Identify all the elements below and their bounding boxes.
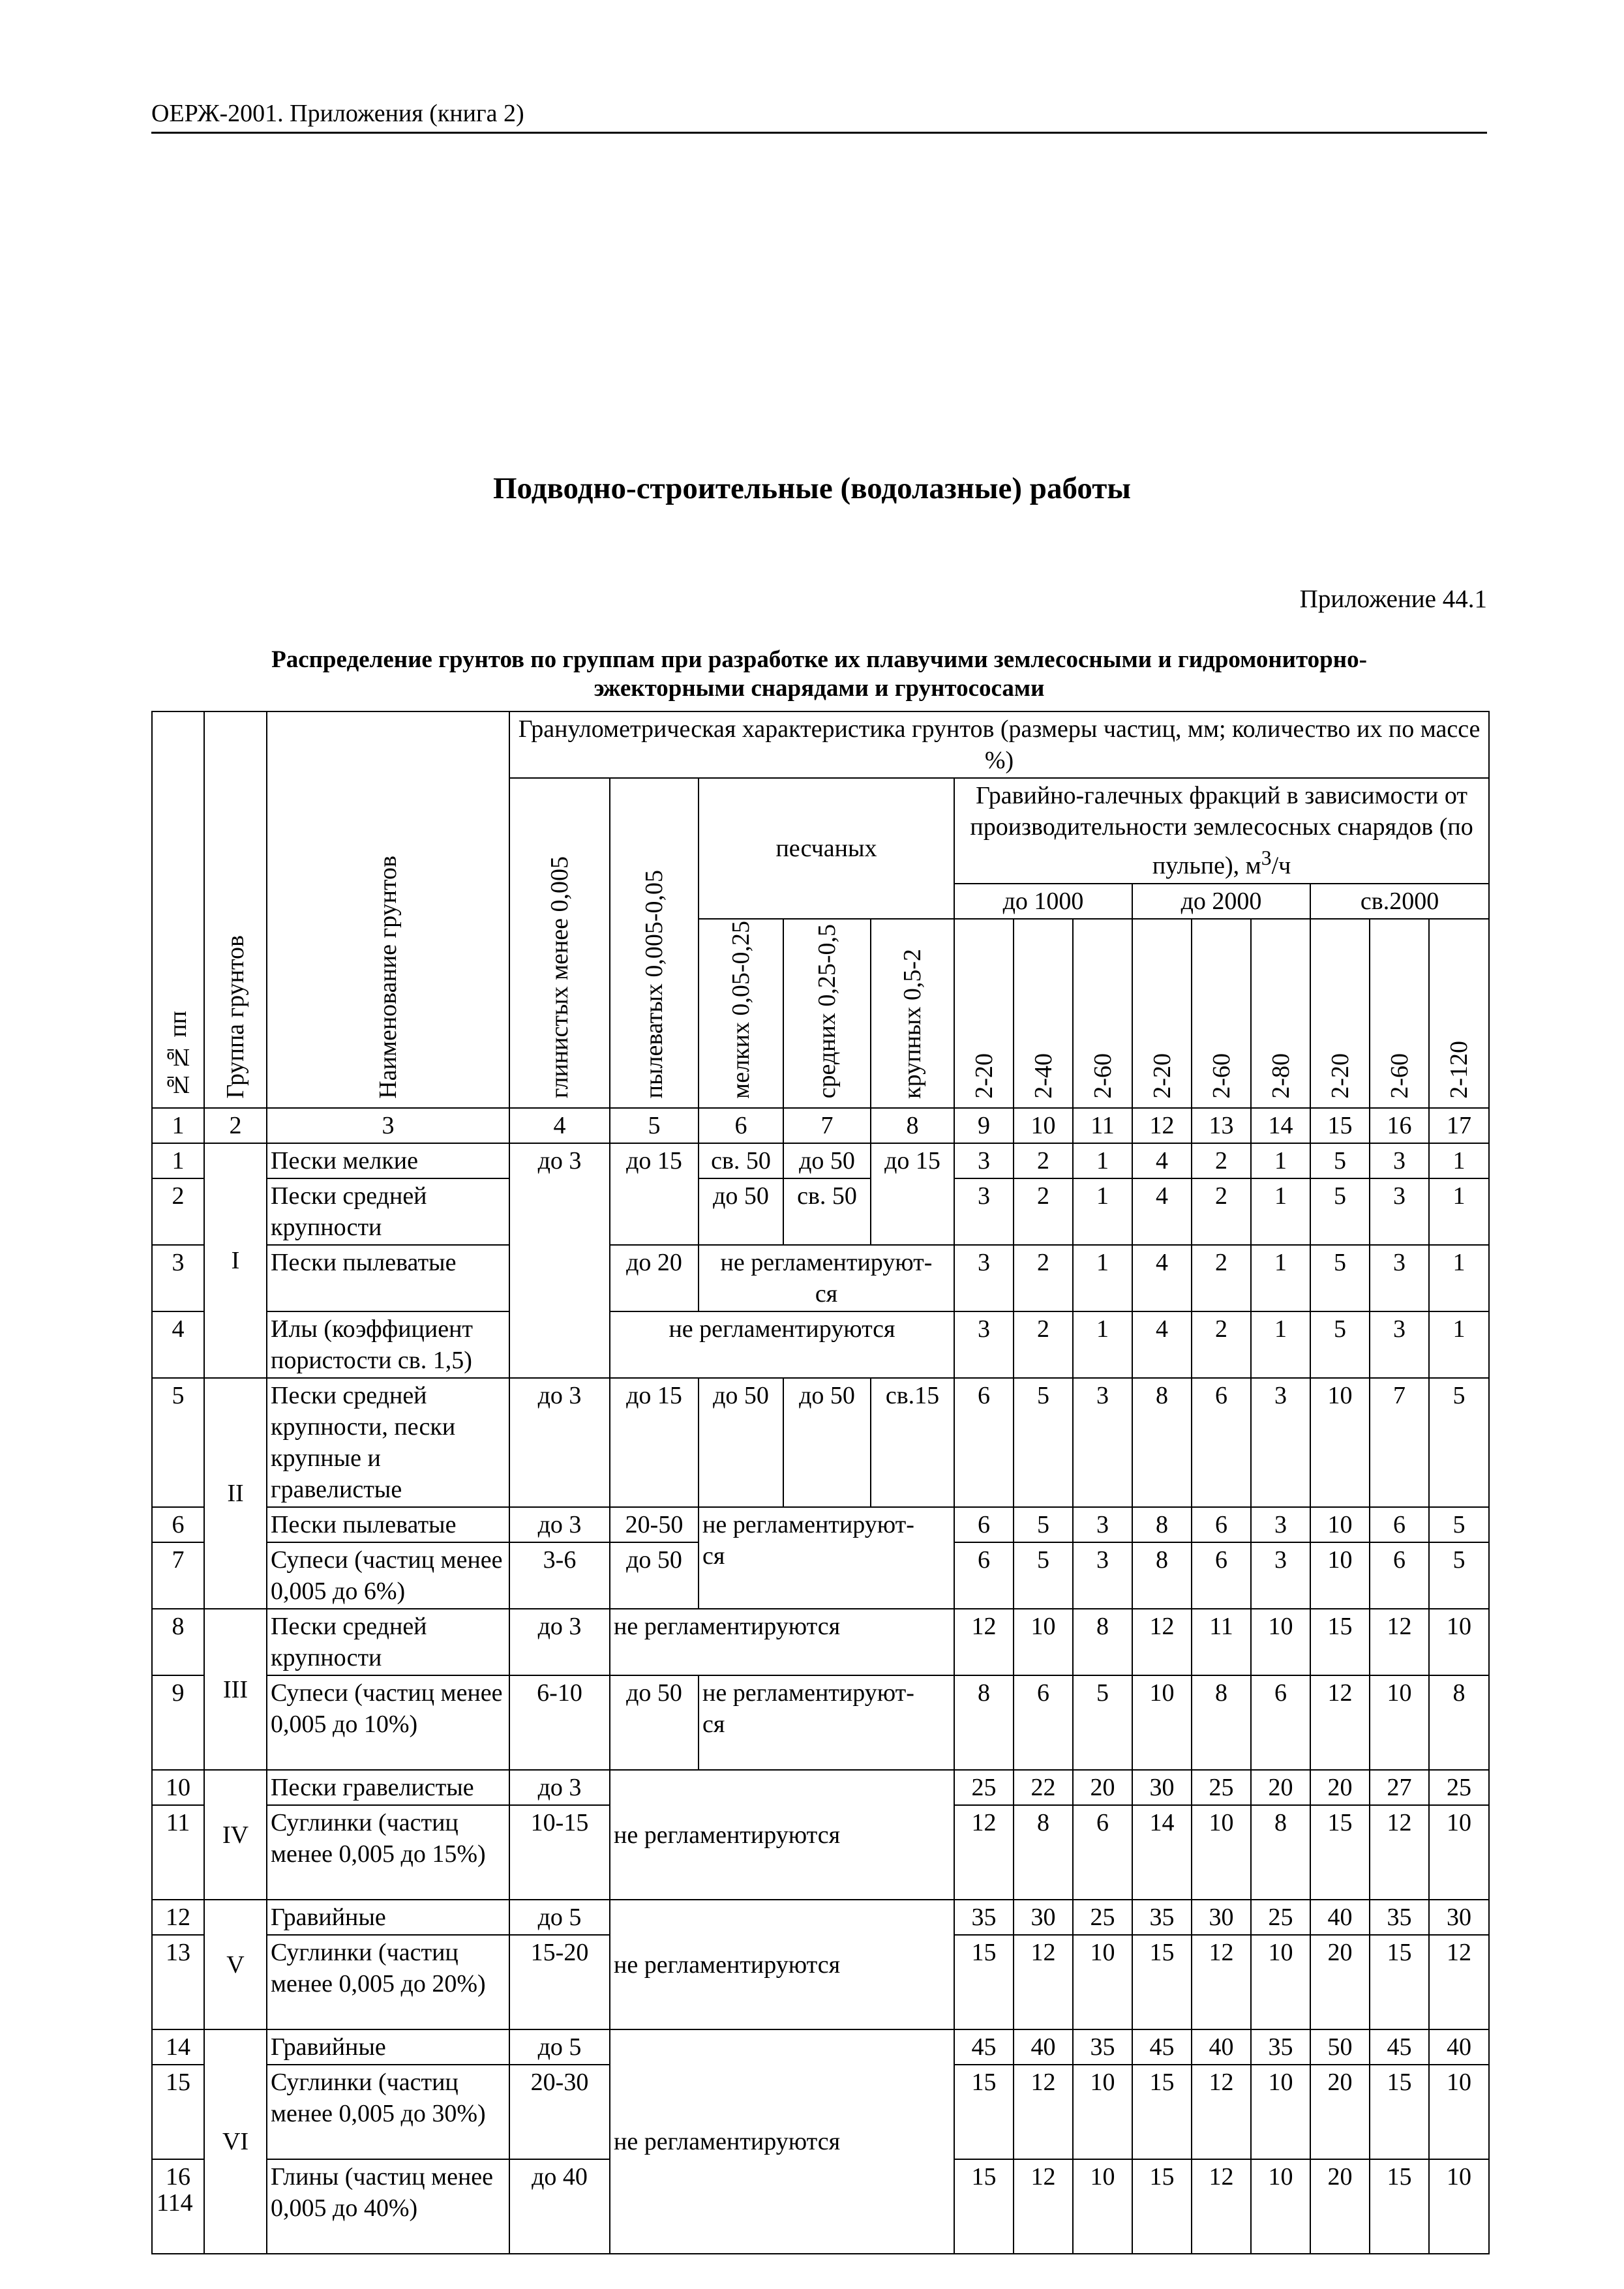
- value-cell: 10: [1310, 1542, 1370, 1609]
- caption-line-2: эжекторными снарядами и грунтососами: [594, 675, 1045, 702]
- value-cell: 5: [1014, 1378, 1073, 1507]
- table-row: [152, 2029, 1489, 2065]
- value-cell: 5: [1014, 1542, 1073, 1609]
- soil-name: Пески средней крупности, пески крупные и гравелистые: [267, 1378, 509, 1507]
- row-number: 3: [152, 1245, 204, 1311]
- value-cell: 1: [1251, 1178, 1310, 1245]
- value-cell: 3: [954, 1178, 1014, 1245]
- value-cell: 3: [1073, 1378, 1132, 1507]
- clay-content: до 5: [509, 1900, 610, 1935]
- dust-content: до 20: [610, 1245, 699, 1311]
- value-cell: 50: [1310, 2029, 1370, 2065]
- dust-content: до 50: [610, 1675, 699, 1770]
- soil-name: Суглинки (частиц менее 0,005 до 30%): [267, 2065, 509, 2159]
- clay-content: до 3: [509, 1143, 610, 1378]
- value-cell: 15: [1132, 2159, 1192, 2254]
- table-row: [152, 1311, 1489, 1378]
- column-number: 17: [1429, 1108, 1489, 1143]
- row-number: 15: [152, 2065, 204, 2159]
- value-cell: 2: [1192, 1311, 1251, 1378]
- value-cell: 20: [1310, 1770, 1370, 1805]
- soil-name: Пески средней крупности: [267, 1178, 509, 1245]
- column-number: 7: [783, 1108, 871, 1143]
- value-cell: 12: [1192, 1935, 1251, 2029]
- value-cell: 6: [954, 1542, 1014, 1609]
- value-cell: 12: [1132, 1609, 1192, 1675]
- value-cell: 1: [1073, 1143, 1132, 1178]
- value-cell: 15: [1132, 2065, 1192, 2159]
- header-granulometry: Гранулометрическая характеристика грунтов (размеры частиц, мм; количество их по массе %): [509, 711, 1489, 778]
- value-cell: 1: [1251, 1311, 1310, 1378]
- row-number: 10: [152, 1770, 204, 1805]
- table-row: [152, 1675, 1489, 1770]
- value-cell: 45: [1370, 2029, 1429, 2065]
- value-cell: 12: [1370, 1805, 1429, 1900]
- value-cell: 25: [1429, 1770, 1489, 1805]
- value-cell: 1: [1251, 1245, 1310, 1311]
- column-number: 6: [699, 1108, 783, 1143]
- table-row: [152, 1178, 1489, 1245]
- value-cell: 3: [1370, 1178, 1429, 1245]
- value-cell: 3: [1370, 1143, 1429, 1178]
- value-cell: 10: [1310, 1507, 1370, 1542]
- dust-content: до 15: [610, 1378, 699, 1507]
- row-number: 4: [152, 1311, 204, 1378]
- header-clay: глинистых менее 0,005: [509, 778, 610, 1108]
- soil-name: Суглинки (частиц менее 0,005 до 15%): [267, 1805, 509, 1900]
- value-cell: 10: [1251, 1609, 1310, 1675]
- value-cell: 8: [1132, 1378, 1192, 1507]
- value-cell: 12: [1014, 1935, 1073, 2029]
- header-sand: песчаных: [699, 778, 954, 919]
- value-cell: 12: [954, 1805, 1014, 1900]
- column-number: 4: [509, 1108, 610, 1143]
- value-cell: 10: [1192, 1805, 1251, 1900]
- value-cell: 6: [1192, 1507, 1251, 1542]
- value-cell: 30: [1429, 1900, 1489, 1935]
- clay-content: 20-30: [509, 2065, 610, 2159]
- value-cell: 2: [1192, 1245, 1251, 1311]
- header-dust: пылеватых 0,005-0,05: [610, 778, 699, 1108]
- clay-content: до 3: [509, 1378, 610, 1507]
- soil-name: Глины (частиц менее 0,005 до 40%): [267, 2159, 509, 2254]
- header-row-1: [152, 711, 1489, 778]
- not-regulated: не регламентируются: [610, 2029, 954, 2254]
- value-cell: 3: [1251, 1378, 1310, 1507]
- soil-groups-table: [151, 711, 1490, 2254]
- value-cell: 12: [1192, 2065, 1251, 2159]
- header-range: 2-40: [1014, 919, 1073, 1109]
- value-cell: 10: [1073, 1935, 1132, 2029]
- value-cell: 10: [1429, 2159, 1489, 2254]
- not-regulated: не регламентируются: [610, 1900, 954, 2029]
- sand-not-regulated: не регламентируют- ся: [699, 1507, 954, 1609]
- value-cell: 6: [954, 1378, 1014, 1507]
- value-cell: 1: [1429, 1245, 1489, 1311]
- value-cell: 12: [1014, 2159, 1073, 2254]
- value-cell: 22: [1014, 1770, 1073, 1805]
- column-number: 1: [152, 1108, 204, 1143]
- header-gravel: Гравийно-галечных фракций в зависимости от производительности землесосных снарядов (по пульпе), $м^3/ч$: [954, 778, 1489, 884]
- value-cell: 10: [1073, 2159, 1132, 2254]
- row-number: 12: [152, 1900, 204, 1935]
- value-cell: 10: [1429, 2065, 1489, 2159]
- value-cell: 10: [1251, 2065, 1310, 2159]
- header-rule: [151, 132, 1487, 134]
- not-regulated: не регламентируются: [610, 1609, 954, 1675]
- value-cell: 1: [1429, 1178, 1489, 1245]
- table-row: [152, 1900, 1489, 1935]
- value-cell: 3: [954, 1311, 1014, 1378]
- value-cell: 8: [1132, 1542, 1192, 1609]
- value-cell: 3: [1251, 1507, 1310, 1542]
- sand-fine: св. 50: [699, 1143, 783, 1178]
- group-cell: V: [204, 1900, 267, 2029]
- header-productivity-2000: до 2000: [1132, 884, 1310, 919]
- clay-content: до 5: [509, 2029, 610, 2065]
- value-cell: 2: [1014, 1245, 1073, 1311]
- soil-name: Гравийные: [267, 2029, 509, 2065]
- value-cell: 35: [1132, 1900, 1192, 1935]
- value-cell: 10: [1370, 1675, 1429, 1770]
- header-sand-medium: средних 0,25-0,5: [783, 919, 871, 1109]
- value-cell: 2: [1192, 1178, 1251, 1245]
- value-cell: 12: [1014, 2065, 1073, 2159]
- header-range: 2-60: [1370, 919, 1429, 1109]
- value-cell: 1: [1073, 1311, 1132, 1378]
- value-cell: 3: [954, 1143, 1014, 1178]
- value-cell: 25: [954, 1770, 1014, 1805]
- row-number: 13: [152, 1935, 204, 2029]
- value-cell: 35: [1370, 1900, 1429, 1935]
- value-cell: 5: [1429, 1378, 1489, 1507]
- column-number: 2: [204, 1108, 267, 1143]
- soil-name: Гравийные: [267, 1900, 509, 1935]
- value-cell: 12: [954, 1609, 1014, 1675]
- value-cell: 10: [1310, 1378, 1370, 1507]
- soil-name: Пески пылеватые: [267, 1245, 509, 1311]
- value-cell: 20: [1310, 1935, 1370, 2029]
- soil-name: Пески мелкие: [267, 1143, 509, 1178]
- table-row: [152, 1770, 1489, 1805]
- row-number: 14: [152, 2029, 204, 2065]
- group-cell: II: [204, 1378, 267, 1609]
- sand-medium: св. 50: [783, 1178, 871, 1245]
- dust-content: до 50: [610, 1542, 699, 1609]
- header-range: 2-80: [1251, 919, 1310, 1109]
- row-number: 1: [152, 1143, 204, 1178]
- table-row: [152, 1507, 1489, 1542]
- value-cell: 6: [1014, 1675, 1073, 1770]
- value-cell: 15: [1370, 2159, 1429, 2254]
- value-cell: 1: [1073, 1245, 1132, 1311]
- value-cell: 40: [1429, 2029, 1489, 2065]
- table-row: [152, 1143, 1489, 1178]
- value-cell: 2: [1014, 1143, 1073, 1178]
- value-cell: 35: [954, 1900, 1014, 1935]
- soil-name: Супеси (частиц менее 0,005 до 10%): [267, 1675, 509, 1770]
- value-cell: 30: [1014, 1900, 1073, 1935]
- header-range: 2-60: [1073, 919, 1132, 1109]
- dust-content: 20-50: [610, 1507, 699, 1542]
- value-cell: 5: [1310, 1245, 1370, 1311]
- column-number: 13: [1192, 1108, 1251, 1143]
- value-cell: 5: [1073, 1675, 1132, 1770]
- value-cell: 1: [1429, 1311, 1489, 1378]
- value-cell: 40: [1014, 2029, 1073, 2065]
- value-cell: 10: [1014, 1609, 1073, 1675]
- table-row: [152, 1245, 1489, 1311]
- row-number: 5: [152, 1378, 204, 1507]
- value-cell: 30: [1132, 1770, 1192, 1805]
- value-cell: 4: [1132, 1311, 1192, 1378]
- header-range: 2-20: [954, 919, 1014, 1109]
- value-cell: 15: [1310, 1609, 1370, 1675]
- sand-medium: до 50: [783, 1378, 871, 1507]
- value-cell: 1: [1251, 1143, 1310, 1178]
- value-cell: 4: [1132, 1178, 1192, 1245]
- header-number: №№ пп: [152, 711, 204, 1108]
- row-number: 8: [152, 1609, 204, 1675]
- value-cell: 4: [1132, 1245, 1192, 1311]
- value-cell: 6: [1370, 1542, 1429, 1609]
- value-cell: 35: [1073, 2029, 1132, 2065]
- soil-name: Пески гравелистые: [267, 1770, 509, 1805]
- column-number-row: [152, 1108, 1489, 1143]
- sand-fine: до 50: [699, 1378, 783, 1507]
- header-productivity-over-2000: св.2000: [1310, 884, 1489, 919]
- soil-name: Пески пылеватые: [267, 1507, 509, 1542]
- header-range: 2-120: [1429, 919, 1489, 1109]
- value-cell: 15: [954, 2159, 1014, 2254]
- soil-name: Илы (коэффициент пористости св. 1,5): [267, 1311, 509, 1378]
- running-title: ОЕРЖ-2001. Приложения (книга 2): [151, 100, 524, 127]
- row-number: 6: [152, 1507, 204, 1542]
- value-cell: 1: [1073, 1178, 1132, 1245]
- header-soil-name: Наименование грунтов: [267, 711, 509, 1108]
- value-cell: 35: [1251, 2029, 1310, 2065]
- value-cell: 15: [954, 1935, 1014, 2029]
- row-number: 7: [152, 1542, 204, 1609]
- header-sand-fine: мелких 0,05-0,25: [699, 919, 783, 1109]
- value-cell: 14: [1132, 1805, 1192, 1900]
- value-cell: 30: [1192, 1900, 1251, 1935]
- value-cell: 15: [1132, 1935, 1192, 2029]
- value-cell: 25: [1251, 1900, 1310, 1935]
- value-cell: 12: [1370, 1609, 1429, 1675]
- value-cell: 8: [954, 1675, 1014, 1770]
- table-row: [152, 1609, 1489, 1675]
- value-cell: 25: [1192, 1770, 1251, 1805]
- value-cell: 12: [1192, 2159, 1251, 2254]
- table-row: [152, 1378, 1489, 1507]
- value-cell: 15: [954, 2065, 1014, 2159]
- value-cell: 6: [1370, 1507, 1429, 1542]
- value-cell: 3: [1370, 1311, 1429, 1378]
- value-cell: 20: [1251, 1770, 1310, 1805]
- value-cell: 8: [1073, 1609, 1132, 1675]
- clay-content: 6-10: [509, 1675, 610, 1770]
- column-number: 14: [1251, 1108, 1310, 1143]
- column-number: 15: [1310, 1108, 1370, 1143]
- value-cell: 8: [1014, 1805, 1073, 1900]
- value-cell: 12: [1429, 1935, 1489, 2029]
- clay-content: до 3: [509, 1507, 610, 1542]
- column-number: 12: [1132, 1108, 1192, 1143]
- column-number: 9: [954, 1108, 1014, 1143]
- value-cell: 40: [1310, 1900, 1370, 1935]
- value-cell: 45: [954, 2029, 1014, 2065]
- section-title: Подводно-строительные (водолазные) работы: [493, 471, 1131, 505]
- group-cell: I: [204, 1143, 267, 1378]
- header-sand-coarse: крупных 0,5-2: [871, 919, 954, 1109]
- column-number: 8: [871, 1108, 954, 1143]
- header-group: Группа грунтов: [204, 711, 267, 1108]
- value-cell: 6: [1192, 1378, 1251, 1507]
- soil-name: Пески средней крупности: [267, 1609, 509, 1675]
- row-number: 16: [152, 2159, 204, 2254]
- value-cell: 10: [1429, 1609, 1489, 1675]
- table-caption: [151, 646, 1487, 703]
- value-cell: 3: [1073, 1507, 1132, 1542]
- value-cell: 2: [1014, 1311, 1073, 1378]
- value-cell: 7: [1370, 1378, 1429, 1507]
- column-number: 16: [1370, 1108, 1429, 1143]
- value-cell: 8: [1192, 1675, 1251, 1770]
- value-cell: 5: [1310, 1143, 1370, 1178]
- row-number: 2: [152, 1178, 204, 1245]
- sand-coarse: св.15: [871, 1378, 954, 1507]
- page-number: 114: [157, 2189, 193, 2217]
- soil-name: Супеси (частиц менее 0,005 до 6%): [267, 1542, 509, 1609]
- value-cell: 3: [1251, 1542, 1310, 1609]
- value-cell: 6: [1073, 1805, 1132, 1900]
- value-cell: 10: [1429, 1805, 1489, 1900]
- value-cell: 27: [1370, 1770, 1429, 1805]
- clay-content: 10-15: [509, 1805, 610, 1900]
- dust-content: до 15: [610, 1143, 699, 1245]
- group-cell: III: [204, 1609, 267, 1770]
- sand-fine: до 50: [699, 1178, 783, 1245]
- value-cell: 10: [1251, 2159, 1310, 2254]
- value-cell: 3: [1073, 1542, 1132, 1609]
- value-cell: 6: [1251, 1675, 1310, 1770]
- value-cell: 20: [1310, 2065, 1370, 2159]
- value-cell: 25: [1073, 1900, 1132, 1935]
- value-cell: 15: [1310, 1805, 1370, 1900]
- value-cell: 5: [1310, 1178, 1370, 1245]
- value-cell: 45: [1132, 2029, 1192, 2065]
- value-cell: 10: [1073, 2065, 1132, 2159]
- column-number: 5: [610, 1108, 699, 1143]
- value-cell: 8: [1132, 1507, 1192, 1542]
- value-cell: 10: [1251, 1935, 1310, 2029]
- not-regulated: не регламентируются: [610, 1770, 954, 1900]
- clay-content: до 40: [509, 2159, 610, 2254]
- sand-not-regulated: не регламентируют- ся: [699, 1245, 954, 1311]
- value-cell: 12: [1310, 1675, 1370, 1770]
- value-cell: 6: [1192, 1542, 1251, 1609]
- value-cell: 2: [1014, 1178, 1073, 1245]
- column-number: 3: [267, 1108, 509, 1143]
- value-cell: 4: [1132, 1143, 1192, 1178]
- value-cell: 20: [1310, 2159, 1370, 2254]
- clay-content: до 3: [509, 1770, 610, 1805]
- value-cell: 40: [1192, 2029, 1251, 2065]
- column-number: 10: [1014, 1108, 1073, 1143]
- row-number: 9: [152, 1675, 204, 1770]
- not-regulated: не регламентируются: [610, 1311, 954, 1378]
- value-cell: 3: [1370, 1245, 1429, 1311]
- group-cell: IV: [204, 1770, 267, 1900]
- value-cell: 2: [1192, 1143, 1251, 1178]
- sand-not-regulated: не регламентируют- ся: [699, 1675, 954, 1770]
- value-cell: 1: [1429, 1143, 1489, 1178]
- header-range: 2-20: [1132, 919, 1192, 1109]
- value-cell: 20: [1073, 1770, 1132, 1805]
- sand-medium: до 50: [783, 1143, 871, 1178]
- value-cell: 5: [1429, 1507, 1489, 1542]
- clay-content: 15-20: [509, 1935, 610, 2029]
- sand-coarse: до 15: [871, 1143, 954, 1245]
- value-cell: 6: [954, 1507, 1014, 1542]
- value-cell: 5: [1014, 1507, 1073, 1542]
- value-cell: 5: [1310, 1311, 1370, 1378]
- row-number: 11: [152, 1805, 204, 1900]
- value-cell: 8: [1251, 1805, 1310, 1900]
- header-range: 2-60: [1192, 919, 1251, 1109]
- soil-name: Суглинки (частиц менее 0,005 до 20%): [267, 1935, 509, 2029]
- value-cell: 15: [1370, 1935, 1429, 2029]
- caption-line-1: Распределение грунтов по группам при разработке их плавучими землесосными и гидромониторно-: [271, 646, 1367, 673]
- clay-content: 3-6: [509, 1542, 610, 1609]
- value-cell: 15: [1370, 2065, 1429, 2159]
- value-cell: 8: [1429, 1675, 1489, 1770]
- value-cell: 11: [1192, 1609, 1251, 1675]
- header-range: 2-20: [1310, 919, 1370, 1109]
- value-cell: 3: [954, 1245, 1014, 1311]
- value-cell: 10: [1132, 1675, 1192, 1770]
- column-number: 11: [1073, 1108, 1132, 1143]
- appendix-label: Приложение 44.1: [1299, 585, 1487, 613]
- header-productivity-1000: до 1000: [954, 884, 1132, 919]
- value-cell: 5: [1429, 1542, 1489, 1609]
- group-cell: VI: [204, 2029, 267, 2254]
- clay-content: до 3: [509, 1609, 610, 1675]
